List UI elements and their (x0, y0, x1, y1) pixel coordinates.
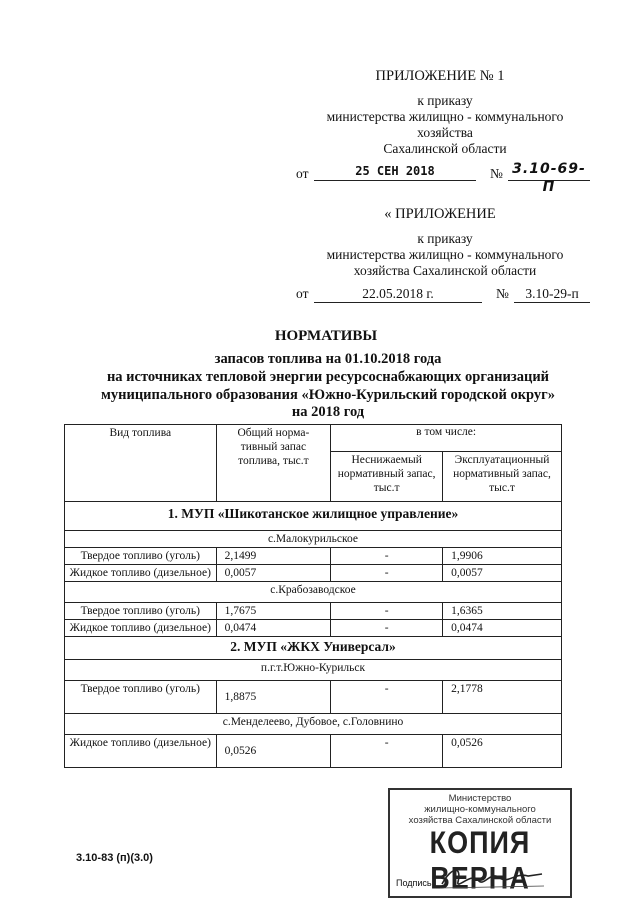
operational-cell: 1,6365 (443, 603, 562, 620)
stamp-main-text: КОПИЯ ВЕРНА (429, 825, 531, 896)
appendix1-date-field (314, 162, 476, 181)
total-cell: 0,0474 (216, 620, 331, 637)
norms-subtitle-4: на 2018 год (291, 404, 365, 420)
copy-certified-stamp (388, 788, 572, 898)
total-cell: 0,0057 (216, 565, 331, 582)
section-row (65, 502, 562, 531)
irreducible-cell: - (331, 735, 443, 768)
section-title-2: 2. МУП «ЖКХ Универсал» (65, 637, 562, 660)
header-total: Общий норма-тивный запас топлива, тыс.т (216, 425, 331, 502)
header-irreducible: Неснижаемый нормативный запас, тыс.т (331, 451, 443, 501)
irreducible-cell: - (331, 548, 443, 565)
appendix-prev-num-label: № (496, 286, 509, 301)
stamp-org-line2: жилищно-коммунального (424, 804, 536, 815)
appendix1-line2: министерства жилищно - коммунального (326, 109, 564, 124)
total-cell: 0,0526 (216, 735, 331, 768)
appendix-prev-line2: министерства жилищно - коммунального (326, 247, 564, 262)
appendix-prev-date: 22.05.2018 г. (314, 286, 482, 303)
table-row (65, 620, 562, 637)
appendix-prev-line3: хозяйства Сахалинской области (353, 263, 537, 278)
appendix1-line4: Сахалинской области (383, 141, 507, 156)
fuel-cell: Жидкое топливо (дизельное) (65, 620, 217, 637)
place-yuzhno-kurilsk: п.г.т.Южно-Курильск (65, 660, 562, 681)
appendix1-line1: к приказу (417, 93, 473, 108)
appendix-prev-block (300, 206, 590, 279)
irreducible-cell: - (331, 565, 443, 582)
appendix1-date: 25 СЕН 2018 (355, 164, 435, 178)
appendix1-block (300, 68, 590, 157)
place-krabozavodskoe: с.Крабозаводское (65, 582, 562, 603)
header-including: в том числе: (331, 425, 562, 452)
stamp-org-line3: хозяйства Сахалинской области (408, 815, 552, 826)
irreducible-cell: - (331, 603, 443, 620)
table-row (65, 548, 562, 565)
place-malokurilskoe: с.Малокурильское (65, 531, 562, 548)
place-row (65, 714, 562, 735)
appendix1-line3: хозяйства (417, 125, 473, 140)
operational-cell: 0,0474 (443, 620, 562, 637)
norms-table (64, 424, 562, 768)
header-operational: Эксплуатационный нормативный запас, тыс.т (443, 451, 562, 501)
fuel-cell: Твердое топливо (уголь) (65, 681, 217, 714)
appendix1-title: ПРИЛОЖЕНИЕ № 1 (375, 68, 505, 84)
norms-title: НОРМАТИВЫ (274, 328, 378, 344)
norms-subtitle-3: муниципального образования «Южно-Курильский городской округ» (100, 387, 556, 403)
total-cell: 1,8875 (216, 681, 331, 714)
appendix-prev-from-label: от (296, 286, 309, 301)
place-mendeleevo: с.Менделеево, Дубовое, с.Головнино (65, 714, 562, 735)
total-cell: 1,7675 (216, 603, 331, 620)
fuel-cell: Твердое топливо (уголь) (65, 548, 217, 565)
operational-cell: 2,1778 (443, 681, 562, 714)
stamp-signature-line (396, 878, 432, 888)
stamp-sign-label: Подпись (396, 878, 432, 888)
table-row (65, 735, 562, 768)
table-row (65, 681, 562, 714)
appendix1-from-label: от (296, 166, 309, 181)
norms-subtitle-1: запасов топлива на 01.10.2018 года (214, 351, 442, 367)
appendix1-num-label: № (490, 166, 503, 181)
total-cell: 2,1499 (216, 548, 331, 565)
doc-code: 3.10-83 (п)(3.0) (76, 852, 153, 864)
place-row (65, 531, 562, 548)
norms-subtitle-2: на источниках тепловой энергии ресурсоснабжающих организаций (106, 369, 550, 385)
place-row (65, 660, 562, 681)
section-title-1: 1. МУП «Шикотанское жилищное управление» (65, 502, 562, 531)
signature-scribble-icon (438, 860, 548, 894)
table-row (65, 565, 562, 582)
table-header-row (65, 425, 562, 452)
appendix-prev-title: « ПРИЛОЖЕНИЕ (384, 206, 496, 222)
place-row (65, 582, 562, 603)
fuel-cell: Жидкое топливо (дизельное) (65, 735, 217, 768)
irreducible-cell: - (331, 620, 443, 637)
appendix-prev-line1: к приказу (417, 231, 473, 246)
fuel-cell: Твердое топливо (уголь) (65, 603, 217, 620)
stamp-org-line1: Министерство (448, 793, 512, 804)
operational-cell: 1,9906 (443, 548, 562, 565)
section-row (65, 637, 562, 660)
operational-cell: 0,0057 (443, 565, 562, 582)
irreducible-cell: - (331, 681, 443, 714)
appendix1-number: 3.10-69-П (512, 161, 586, 195)
appendix1-number-field (508, 160, 590, 195)
fuel-cell: Жидкое топливо (дизельное) (65, 565, 217, 582)
header-fuel-type: Вид топлива (65, 425, 217, 502)
appendix-prev-number: 3.10-29-п (514, 286, 590, 303)
table-row (65, 603, 562, 620)
operational-cell: 0,0526 (443, 735, 562, 768)
